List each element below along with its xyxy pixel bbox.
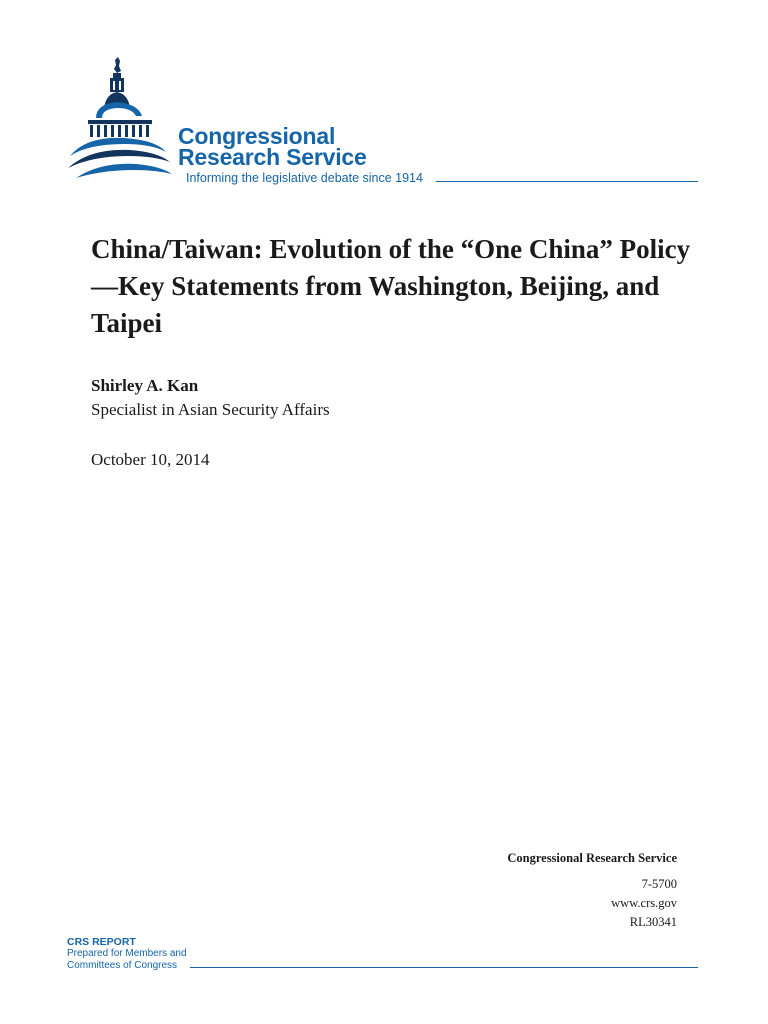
capitol-dome-icon xyxy=(66,56,176,181)
crs-report-label-block xyxy=(67,936,187,972)
logo-name-line1: Congressional xyxy=(178,123,336,149)
publisher-block xyxy=(507,850,677,932)
document-title: China/Taiwan: Evolution of the “One China” Policy—Key Statements from Washington, Beijing, and Taipei xyxy=(91,234,691,338)
author-name: Shirley A. Kan xyxy=(91,376,199,395)
logo-tagline: Informing the legislative debate since 1914 xyxy=(186,171,427,185)
prepared-for-line2: Committees of Congress xyxy=(67,960,178,971)
crs-report-label: CRS REPORT xyxy=(67,936,136,948)
logo-name-line2: Research Service xyxy=(178,144,367,170)
prepared-for-line1: Prepared for Members and xyxy=(67,948,187,959)
crs-logo xyxy=(66,56,706,196)
publisher-name: Congressional Research Service xyxy=(507,851,677,865)
logo-wordmark xyxy=(178,123,367,170)
tagline-rule xyxy=(436,181,698,182)
publisher-phone: 7-5700 xyxy=(641,877,677,891)
publication-date: October 10, 2014 xyxy=(91,450,210,469)
author-title: Specialist in Asian Security Affairs xyxy=(91,400,330,419)
logo-tagline-row xyxy=(186,171,698,189)
footer-rule xyxy=(190,967,698,968)
publisher-website: www.crs.gov xyxy=(611,896,677,910)
report-number: RL30341 xyxy=(629,915,677,929)
